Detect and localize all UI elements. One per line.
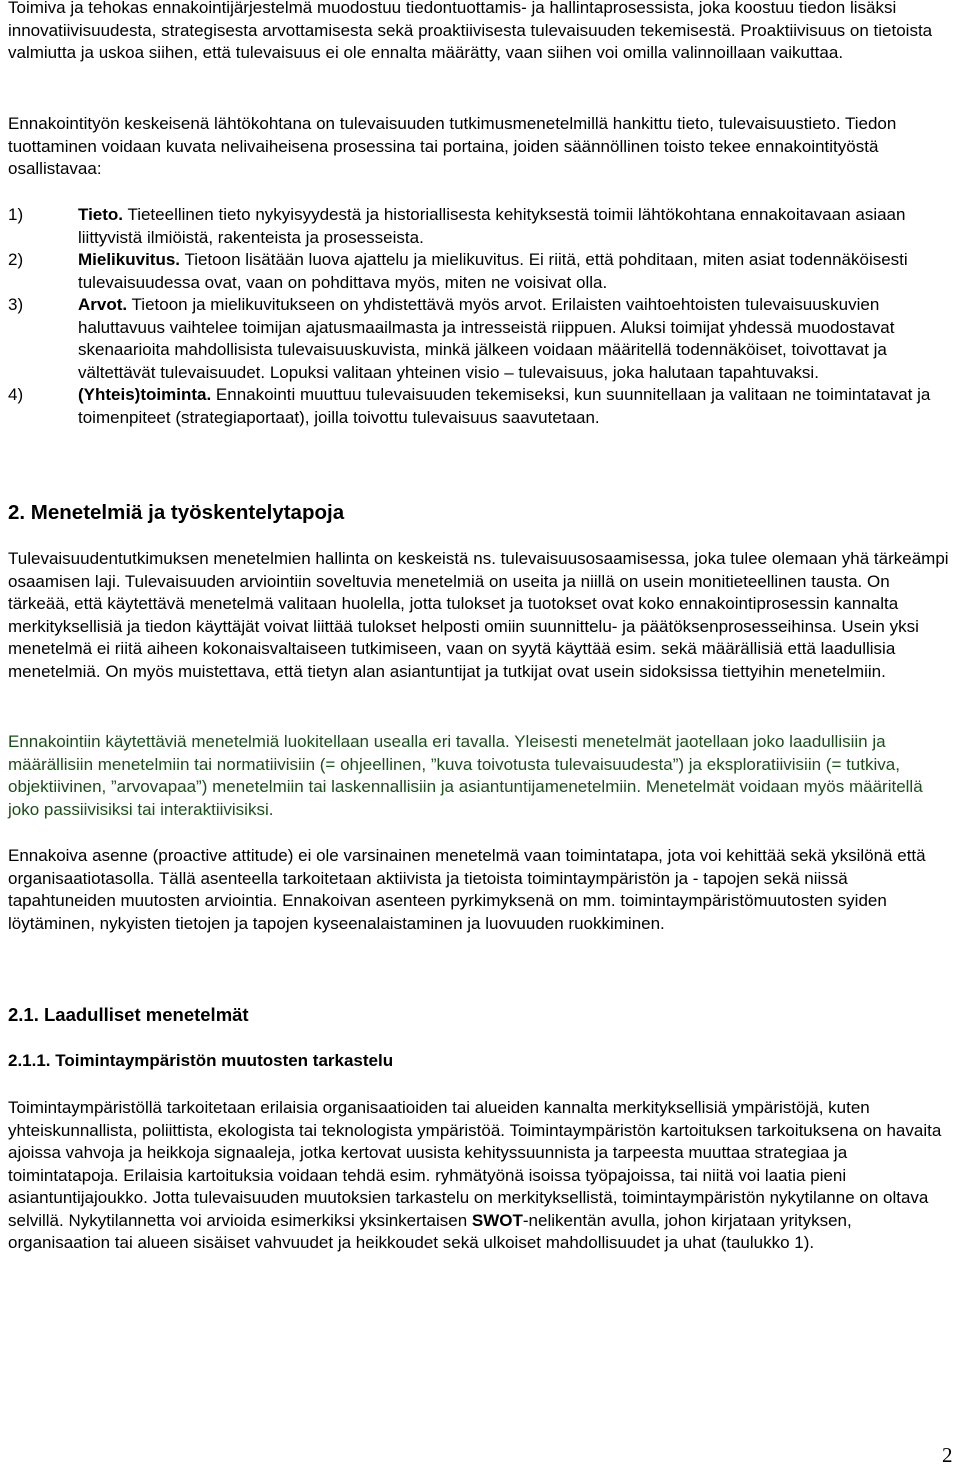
- list-item-text: Tieteellinen tieto nykyisyydestä ja historiallisesta kehityksestä toimii lähtökohtana ennakoitavaan asiaan liittyvistä ilmiöistä, rakenteista ja prosesseista.: [78, 205, 906, 247]
- list-item: [8, 294, 958, 384]
- subsection-paragraph: [8, 1097, 958, 1255]
- section-paragraph-1: Tulevaisuudentutkimuksen menetelmien hallinta on keskeistä ns. tulevaisuusosaamisessa, joka tulee olemaan yhä tärkeämpi osaamisen laji. Tulevaisuuden arviointiin soveltuvia menetelmiä on useita ja niillä on usein monitieteellinen tausta. On tärkeää, että käytettävä menetelmä valitaan huolella, jotta tulokset ja tuotokset ovat koko ennakointiprosessin kannalta merkityksellisiä ja tiedon käyttäjät voivat liittää tulokset helposti omiin suunnittelu- ja päätöksenprosesseihinsa. Usein yksi menetelmä ei riitä aiheen kokonaisvaltaiseen tutkimiseen, vaan on syytä käyttää esim. sekä määrällisiä että laadullisia menetelmiä. On myös muistettava, että tietyn alan asiantuntijat ja tutkijat ovat usein sidoksissa tiettyihin menetelmiin.: [8, 549, 949, 681]
- list-item: [8, 384, 948, 429]
- list-item-text: Tietoon ja mielikuvitukseen on yhdistettävä myös arvot. Erilaisten vaihtoehtoisten tulevaisuuskuvien haluttavuus vaihtelee toimijan ajatusmaailmasta ja intresseistä riippuen. Aluksi toimijat yhdessä muodostavat skenaarioita mahdollisista tulevaisuuskuvista, minkä jälkeen voidaan määritellä todennäköiset, toivottavat ja vältettävät tulevaisuudet. Lopuksi valitaan yhteinen visio – tulevaisuus, joka halutaan tapahtuvaksi.: [78, 295, 895, 382]
- intro-paragraph-2: Ennakointityön keskeisenä lähtökohtana on tulevaisuuden tutkimusmenetelmillä hankittu tieto, tulevaisuustieto. Tiedon tuottaminen voidaan kuvata nelivaiheisena prosessina tai portaina, joiden säännöllinen toisto tekee ennakointityöstä osallistavaa:: [8, 114, 897, 178]
- list-item-number: 3): [8, 295, 24, 314]
- paragraph-text: Toimintaympäristöllä tarkoitetaan erilaisia organisaatioiden tai alueiden kannalta merkityksellisiä ympäristöjä, kuten yhteiskunnallista, poliittista, ekologista tai teknologista ympäristöä. Toimintaympäristön kartoituksen tarkoituksena on havaita ajoissa vahvoja ja heikkoja signaaleja, jotka kertovat uusista kehityssuunnista ja tarpeesta muuttaa strategiaa ja toimintatapoja. Erilaisia kartoituksia voidaan tehdä esim. ryhmätyönä isoissa työpajoissa, tai niitä voi laatia pieni asiantuntijajoukko. Jotta tulevaisuuden muutoksien tarkastelu on merkityksellistä, toimintaympäristön nykytilanne on oltava selvillä. Nykytilannetta voi arvioida esimerkiksi yksinkertaisen: [8, 1098, 942, 1230]
- list-item: [8, 204, 938, 249]
- section-heading: 2. Menetelmiä ja työskentelytapoja: [8, 501, 345, 524]
- list-item-title: Arvot.: [78, 295, 128, 314]
- list-item-number: 4): [8, 385, 24, 404]
- list-item: [8, 249, 918, 294]
- section-paragraph-2: Ennakointiin käytettäviä menetelmiä luokitellaan usealla eri tavalla. Yleisesti menetelmät jaotellaan joko laadullisiin ja määrällisiin menetelmiin tai normatiivisiin (= ohjeellinen, ”kuva toivotusta tulevaisuudesta”) ja eksploratiivisiin (= tutkiva, objektiivinen, ”arvovapaa”) menetelmiin tai laskennallisiin ja asiantuntijamenetelmiin. Menetelmät voidaan myös määritellä joko passiivisiksi tai interaktiivisiksi.: [8, 732, 923, 819]
- list-item-number: 2): [8, 250, 24, 269]
- paragraph-text: -nelikentän avulla, johon kirjataan yrityksen, organisaation tai alueen sisäiset vahvuudet ja heikkoudet sekä ulkoiset mahdollisuudet ja uhat (taulukko 1).: [8, 1210, 852, 1252]
- subsubsection-heading: 2.1.1. Toimintaympäristön muutosten tarkastelu: [8, 1051, 394, 1070]
- page-number: 2: [942, 1443, 953, 1467]
- subsection-heading: 2.1. Laadulliset menetelmät: [8, 1004, 249, 1025]
- list-item-title: (Yhteis)toiminta.: [78, 385, 212, 404]
- intro-paragraph-1: Toimiva ja tehokas ennakointijärjestelmä muodostuu tiedontuottamis- ja hallintaprosessista, joka koostuu tiedon lisäksi innovatiivisuudesta, strategisesta arvottamisesta sekä proaktiivisesta tulevaisuuden tekemisestä. Proaktiivisuus on tietoista valmiutta ja uskoa siihen, että tulevaisuus ei ole ennalta määrätty, vaan siihen voi omilla valinnoillaan vaikuttaa.: [8, 0, 933, 62]
- list-item-number: 1): [8, 205, 24, 224]
- process-steps-list: [8, 204, 953, 429]
- list-item-text: Tietoon lisätään luova ajattelu ja mielikuvitus. Ei riitä, että pohditaan, miten asiat todennäköisesti tulevaisuudessa ovat, vaan on pohdittava myös, miten ne voisivat olla.: [78, 250, 908, 292]
- list-item-text: Ennakointi muuttuu tulevaisuuden tekemiseksi, kun suunnitellaan ja valitaan ne toimintatavat ja toimenpiteet (strategiaportaat), joilla toivottu tulevaisuus saavutetaan.: [78, 385, 931, 427]
- list-item-title: Mielikuvitus.: [78, 250, 181, 269]
- list-item-title: Tieto.: [78, 205, 124, 224]
- swot-term: SWOT: [471, 1210, 523, 1230]
- section-paragraph-3: Ennakoiva asenne (proactive attitude) ei ole varsinainen menetelmä vaan toimintatapa, jota voi kehittää sekä yksilönä että organisaatiotasolla. Tällä asenteella tarkoitetaan aktiivista ja tietoista toimintaympäristön ja - tapojen sekä niissä tapahtuneiden muutosten arviointia. Ennakoivan asenteen pyrkimyksenä on mm. toimintaympäristömuutosten syiden löytäminen, nykyisten tietojen ja tapojen kyseenalaistaminen ja luovuuden ruokkiminen.: [8, 846, 926, 933]
